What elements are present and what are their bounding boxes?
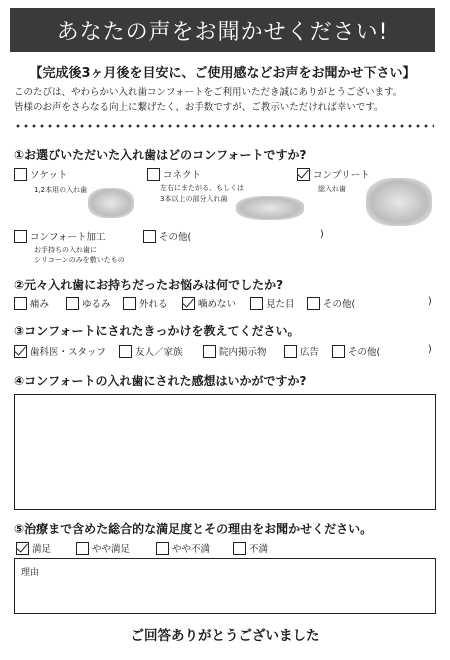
option-socket-label: ソケット [30,170,68,181]
checkbox-somewhat-dissatisfied[interactable] [156,542,169,555]
checkbox-pain[interactable] [14,297,27,310]
q5-option-dissatisfied-label: 不満 [249,544,269,555]
q3-option-dentist-staff-label: 歯科医・スタッフ [30,347,107,358]
checkbox-other-q1[interactable] [143,230,156,243]
checkbox-processing[interactable] [14,230,27,243]
q5-option-satisfied[interactable] [16,541,51,555]
reason-answer-box[interactable] [14,558,436,614]
q3-option-advertisement-label: 広告 [300,347,320,358]
intro-line-2: 皆様のお声をさらなる向上に繋げたく、お手数ですが、ご教示いただければ幸いです。 [14,102,384,113]
connect-note-2: 3本以上の部分入れ歯 [160,195,228,203]
q3-option-dentist-staff[interactable] [14,344,106,358]
impression-answer-box[interactable] [14,394,436,510]
processing-note-2: シリコーンのみを敷いたもの [34,256,125,264]
checkbox-friend-family[interactable] [119,345,132,358]
processing-note-1: お手持ちの入れ歯に [34,246,97,254]
subtitle: 【完成後3ヶ月後を目安に、ご使用感などお声をお聞かせ下さい】 [29,66,416,81]
checkbox-appearance[interactable] [250,297,263,310]
question-5-title: ⑤治療まで含めた総合的な満足度とその理由をお聞かせください。 [14,522,373,536]
q2-option-falls-out-label: 外れる [139,299,168,310]
q2-option-pain[interactable] [14,296,49,310]
thanks-message: ご回答ありがとうございました [130,628,320,644]
q3-option-other-label: その他( [348,347,381,358]
question-3-title: ③コンフォートにされたきっかけを教えてください。 [14,324,300,338]
question-2-title: ②元々入れ歯にお持ちだったお悩みは何でしたか? [14,278,284,292]
q5-option-somewhat-dissatisfied[interactable] [156,541,210,555]
q2-option-pain-label: 痛み [30,299,50,310]
q3-option-clinic-poster-label: 院内掲示物 [219,347,267,358]
checkbox-somewhat-satisfied[interactable] [76,542,89,555]
option-connect[interactable] [147,167,201,181]
option-complete-label: コンプリート [313,170,370,181]
q2-option-loose-label: ゆるみ [82,299,111,310]
q3-option-other[interactable] [332,344,380,358]
q2-option-other[interactable] [307,296,355,310]
q2-option-cannot-chew[interactable] [182,296,236,310]
q2-other-close: ) [428,296,432,307]
option-complete[interactable] [297,167,370,181]
connect-denture-image [236,196,304,220]
q5-option-somewhat-dissatisfied-label: やや不満 [172,544,211,555]
q5-option-somewhat-satisfied-label: やや満足 [92,544,131,555]
connect-note-1: 左右にまたがる、もしくは [160,184,244,192]
q3-other-close: ) [428,344,432,355]
page-title: あなたの声をお聞かせください! [10,8,435,52]
complete-note: 総入れ歯 [318,185,346,193]
intro-text [14,85,439,115]
checkbox-cannot-chew[interactable] [182,297,195,310]
option-processing-label: コンフォート加工 [30,232,106,243]
dotted-divider [14,124,434,128]
q2-option-appearance[interactable] [250,296,295,310]
option-connect-label: コネクト [163,170,202,181]
checkbox-q3-other[interactable] [332,345,345,358]
q3-option-advertisement[interactable] [284,344,319,358]
complete-denture-image [366,178,432,226]
option-other-q1-label: その他( [159,232,192,243]
q5-option-satisfied-label: 満足 [32,544,52,555]
q2-option-appearance-label: 見た目 [266,299,295,310]
checkbox-dentist-staff[interactable] [14,345,27,358]
socket-note: 1,2本用の入れ歯 [34,186,88,194]
checkbox-socket[interactable] [14,168,27,181]
q3-option-friend-family-label: 友人／家族 [135,347,183,358]
q3-option-friend-family[interactable] [119,344,183,358]
q2-option-cannot-chew-label: 噛めない [198,299,237,310]
checkbox-connect[interactable] [147,168,160,181]
checkbox-dissatisfied[interactable] [233,542,246,555]
option-other-q1[interactable] [143,229,191,243]
q2-option-other-label: その他( [323,299,356,310]
checkbox-satisfied[interactable] [16,542,29,555]
checkbox-clinic-poster[interactable] [203,345,216,358]
reason-label: 理由 [21,568,40,578]
option-socket[interactable] [14,167,67,181]
q5-option-somewhat-satisfied[interactable] [76,541,130,555]
checkbox-complete[interactable] [297,168,310,181]
socket-denture-image [88,188,134,218]
checkbox-advertisement[interactable] [284,345,297,358]
checkbox-loose[interactable] [66,297,79,310]
checkbox-falls-out[interactable] [123,297,136,310]
intro-line-1: このたびは、やわらかい入れ歯コンフォートをご利用いただき誠にありがとうございます。 [14,87,403,98]
q2-option-falls-out[interactable] [123,296,168,310]
question-4-title: ④コンフォートの入れ歯にされた感想はいかがですか? [14,374,307,388]
checkbox-q2-other[interactable] [307,297,320,310]
q5-option-dissatisfied[interactable] [233,541,268,555]
q2-option-loose[interactable] [66,296,111,310]
option-processing[interactable] [14,229,106,243]
other-q1-close: ) [320,229,324,240]
q3-option-clinic-poster[interactable] [203,344,267,358]
question-1-title: ①お選びいただいた入れ歯はどのコンフォートですか? [14,148,307,162]
